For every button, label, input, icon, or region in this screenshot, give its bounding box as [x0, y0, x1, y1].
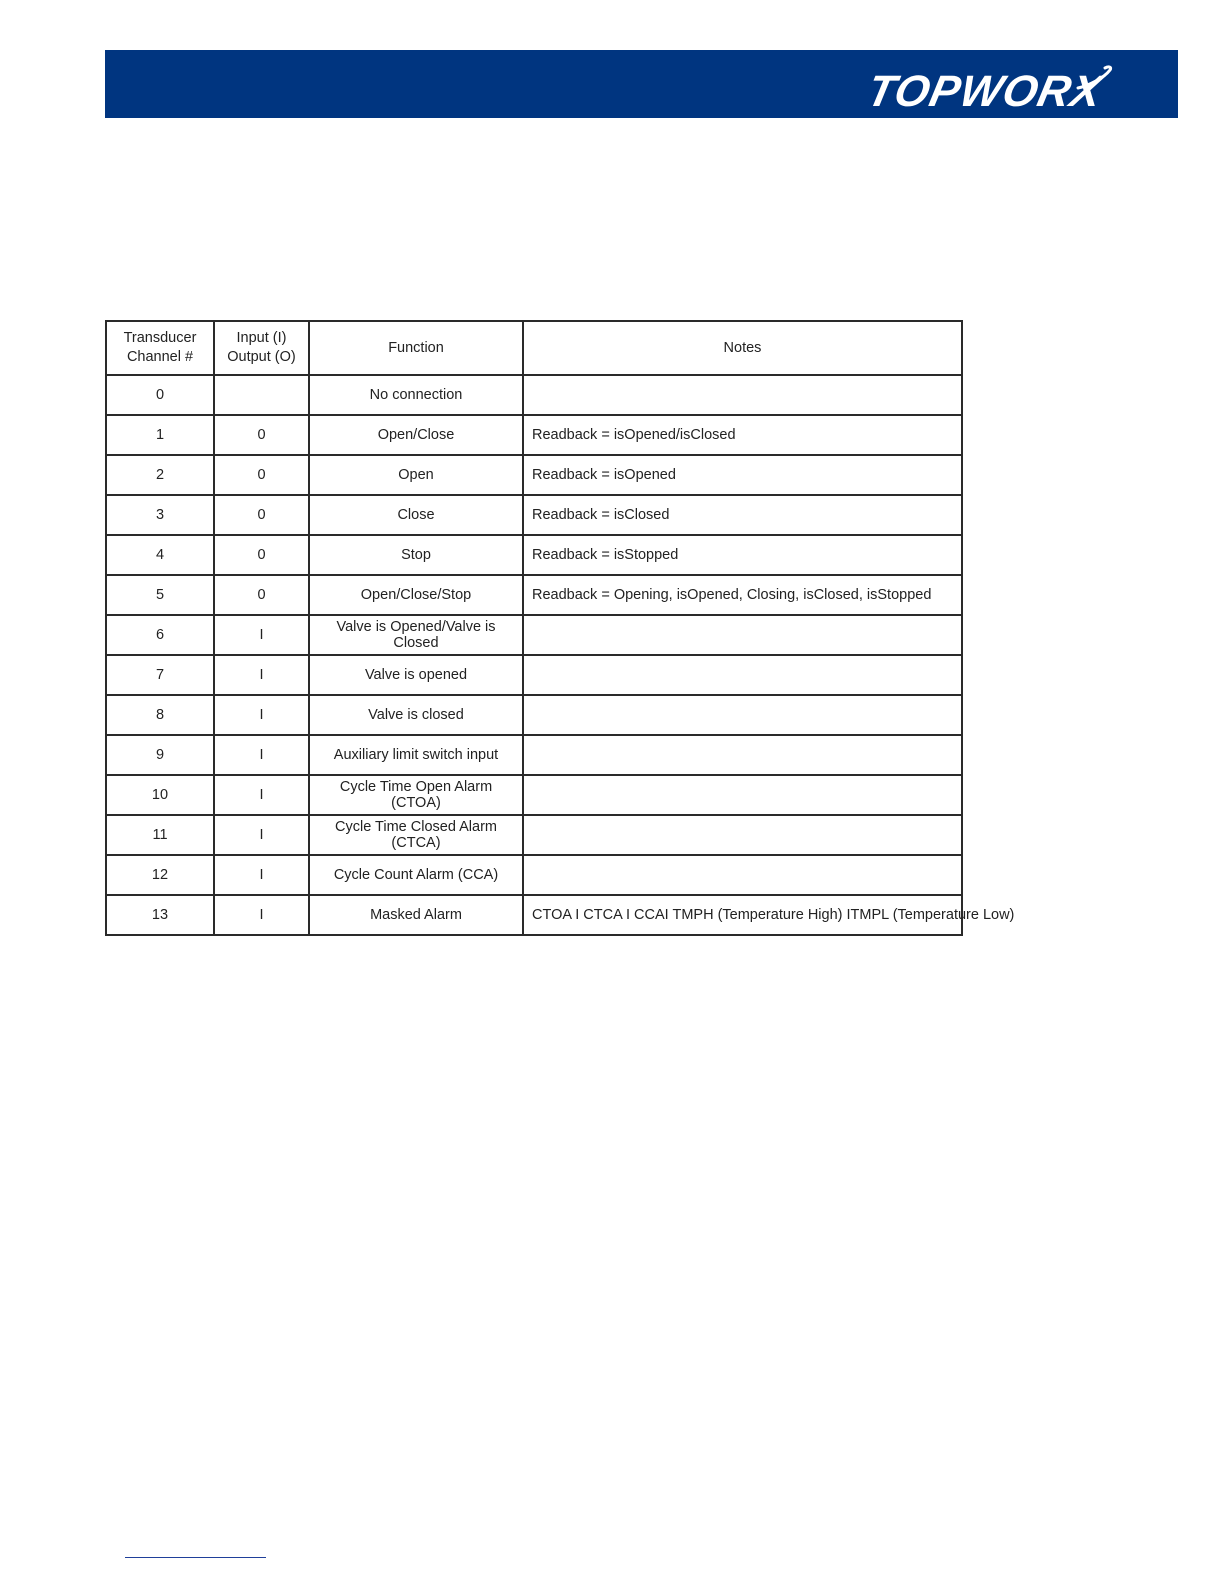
table-row	[106, 895, 962, 935]
cell-io: I	[214, 815, 309, 855]
cell-function: Cycle Count Alarm (CCA)	[309, 855, 523, 895]
cell-function: Cycle Time Open Alarm (CTOA)	[309, 775, 523, 815]
cell-channel: 6	[106, 615, 214, 655]
header-function: Function	[309, 321, 523, 375]
cell-notes	[523, 655, 962, 695]
table-row	[106, 695, 962, 735]
table-row	[106, 495, 962, 535]
table-row	[106, 655, 962, 695]
header-io-line2: Output (O)	[227, 349, 296, 365]
cell-function: Open/Close	[309, 415, 523, 455]
cell-function: Valve is Opened/Valve is Closed	[309, 615, 523, 655]
cell-notes: Readback = isStopped	[523, 535, 962, 575]
table-row	[106, 415, 962, 455]
cell-channel: 10	[106, 775, 214, 815]
cell-channel: 11	[106, 815, 214, 855]
cell-function: Valve is opened	[309, 655, 523, 695]
cell-channel: 12	[106, 855, 214, 895]
logo-text: TOPWORX	[863, 67, 1108, 116]
cell-function: Valve is closed	[309, 695, 523, 735]
cell-io: I	[214, 615, 309, 655]
cell-notes	[523, 775, 962, 815]
table-row	[106, 855, 962, 895]
cell-channel: 2	[106, 455, 214, 495]
logo-swoosh-icon	[1074, 64, 1114, 92]
cell-channel: 5	[106, 575, 214, 615]
cell-channel: 1	[106, 415, 214, 455]
cell-channel: 4	[106, 535, 214, 575]
cell-io: 0	[214, 455, 309, 495]
cell-notes	[523, 735, 962, 775]
cell-io: I	[214, 775, 309, 815]
cell-io: I	[214, 735, 309, 775]
cell-function: Auxiliary limit switch input	[309, 735, 523, 775]
cell-io: 0	[214, 575, 309, 615]
cell-io: 0	[214, 415, 309, 455]
cell-notes: Readback = isOpened/isClosed	[523, 415, 962, 455]
cell-io: I	[214, 855, 309, 895]
cell-notes	[523, 855, 962, 895]
cell-channel: 0	[106, 375, 214, 415]
cell-io: I	[214, 695, 309, 735]
channel-table-container	[105, 320, 1015, 936]
header-io	[214, 321, 309, 375]
cell-notes: CTOA I CTCA I CCAI TMPH (Temperature High) ITMPL (Temperature Low)	[523, 895, 962, 935]
cell-channel: 8	[106, 695, 214, 735]
cell-io	[214, 375, 309, 415]
cell-channel: 3	[106, 495, 214, 535]
cell-function: Open	[309, 455, 523, 495]
cell-notes: Readback = Opening, isOpened, Closing, isClosed, isStopped	[523, 575, 962, 615]
table-row	[106, 615, 962, 655]
cell-notes	[523, 615, 962, 655]
table-row	[106, 575, 962, 615]
cell-channel: 13	[106, 895, 214, 935]
cell-channel: 9	[106, 735, 214, 775]
cell-function: No connection	[309, 375, 523, 415]
table-row	[106, 735, 962, 775]
header-channel	[106, 321, 214, 375]
table-row	[106, 775, 962, 815]
header-notes: Notes	[523, 321, 962, 375]
cell-notes: Readback = isClosed	[523, 495, 962, 535]
cell-io: I	[214, 895, 309, 935]
cell-notes: Readback = isOpened	[523, 455, 962, 495]
table-row	[106, 815, 962, 855]
table-header-row	[106, 321, 962, 375]
header-channel-line1: Transducer	[123, 330, 197, 346]
cell-notes	[523, 695, 962, 735]
cell-notes	[523, 375, 962, 415]
topworx-logo	[814, 58, 1144, 116]
cell-function: Masked Alarm	[309, 895, 523, 935]
footer-rule	[125, 1557, 266, 1558]
cell-function: Close	[309, 495, 523, 535]
table-row	[106, 535, 962, 575]
header-band	[105, 50, 1178, 118]
cell-io: I	[214, 655, 309, 695]
cell-channel: 7	[106, 655, 214, 695]
table-row	[106, 455, 962, 495]
table-row	[106, 375, 962, 415]
transducer-channel-table	[105, 320, 1015, 936]
header-channel-line2: Channel #	[126, 349, 194, 365]
cell-io: 0	[214, 495, 309, 535]
cell-function: Cycle Time Closed Alarm (CTCA)	[309, 815, 523, 855]
cell-notes	[523, 815, 962, 855]
cell-function: Open/Close/Stop	[309, 575, 523, 615]
cell-function: Stop	[309, 535, 523, 575]
header-io-line1: Input (I)	[236, 330, 287, 346]
cell-io: 0	[214, 535, 309, 575]
